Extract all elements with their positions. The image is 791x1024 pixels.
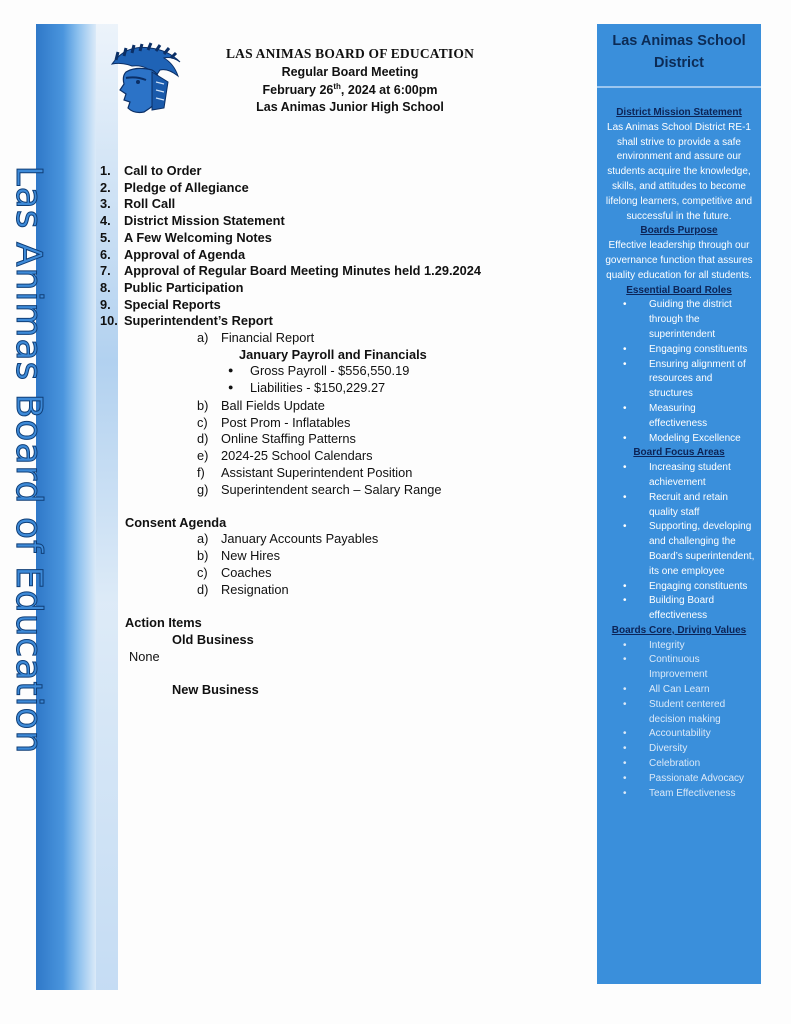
sub-item: c) Post Prom - Inflatables [197,414,351,430]
old-business-value: None [129,649,160,664]
consent-heading: Consent Agenda [125,515,227,530]
consent-item: d) Resignation [197,582,289,597]
list-item: • Increasing student achievement [597,461,761,491]
sub-item: f) Assistant Superintendent Position [197,464,413,480]
list-item: • Diversity [597,742,761,757]
liabilities-bullet: ● Liabilities - $150,229.27 [228,380,386,395]
list-item: • Supporting, developing and challenging the Board’s superintendent, its one employee [597,520,761,579]
list-item: • Student centered decision making [597,698,761,728]
sub-item: b) Ball Fields Update [197,398,325,413]
sub-item: e) 2024-25 School Calendars [197,448,373,464]
agenda-item: 2. Pledge of Allegiance [100,179,249,195]
roles-title: Essential Board Roles [626,284,732,296]
payroll-heading: January Payroll and Financials [239,347,427,362]
sidebar-body [597,106,761,801]
list-item: • Recruit and retain quality staff [597,491,761,521]
agenda-item: 1. Call to Order [100,163,202,178]
sub-item-financial: a) Financial Report [197,330,315,345]
purpose-text: Effective leadership through our governance function that assures quality education for all students. [605,240,753,281]
list-item: • Accountability [597,727,761,742]
consent-item: c) Coaches [197,565,272,580]
sidebar-title: Las Animas School District [597,24,761,88]
list-item: • All Can Learn [597,683,761,698]
meeting-type: Regular Board Meeting [281,65,419,79]
values-title: Boards Core, Driving Values [611,624,747,636]
mission-text: Las Animas School District RE-1 shall strive to provide a safe environment and assure our students acquire the knowledge, skills, and attitudes to become lifelong learners, competitive and successful in the future. [605,121,753,222]
meeting-location: Las Animas Junior High School [256,100,444,115]
agenda-item: 5. A Few Welcoming Notes [100,229,272,245]
agenda-item: 8. Public Participation [100,279,244,295]
list-item: • Continuous Improvement [597,653,761,683]
agenda-item: 9. Special Reports [100,296,221,312]
list-item: • Modeling Excellence [597,432,761,447]
mission-title: District Mission Statement [616,107,742,118]
list-item: • Ensuring alignment of resources and structures [597,358,761,402]
board-name: LAS ANIMAS BOARD OF EDUCATION [225,46,475,61]
purpose-title: Boards Purpose [640,225,718,237]
consent-item: a) January Accounts Payables [197,531,379,546]
list-item: • Team Effectiveness [597,787,761,802]
roles-list [597,298,761,446]
values-list [597,639,761,802]
focus-list [597,461,761,624]
sub-item: g) Superintendent search – Salary Range [197,481,442,497]
agenda-item: 10. Superintendent’s Report [100,313,273,329]
focus-title: Board Focus Areas [633,447,725,459]
banner-title: Las Animas Board of Education [8,165,49,755]
list-item: • Integrity [597,639,761,654]
action-items-heading: Action Items [125,615,202,630]
sub-item: d) Online Staffing Patterns [197,431,356,447]
meeting-date: February 26th, 2024 at 6:00pm [262,82,438,98]
agenda-item: 6. Approval of Agenda [100,246,246,262]
agenda-item: 4. District Mission Statement [100,213,285,229]
list-item: • Engaging constituents [597,343,761,358]
list-item: • Engaging constituents [597,580,761,595]
spartan-logo-icon [106,42,184,116]
new-business-heading: New Business [172,682,259,697]
agenda-item: 3. Roll Call [100,196,176,212]
document-header [200,46,500,114]
list-item: • Measuring effectiveness [597,402,761,432]
agenda-item: 7. Approval of Regular Board Meeting Minutes held 1.29.2024 [100,263,481,279]
old-business-heading: Old Business [172,632,254,647]
district-sidebar [597,24,761,984]
payroll-bullet: ● Gross Payroll - $556,550.19 [228,363,410,378]
list-item: • Celebration [597,757,761,772]
list-item: • Guiding the district through the superintendent [597,298,761,342]
list-item: • Passionate Advocacy [597,772,761,787]
list-item: • Building Board effectiveness [597,594,761,624]
consent-item: b) New Hires [197,548,281,563]
